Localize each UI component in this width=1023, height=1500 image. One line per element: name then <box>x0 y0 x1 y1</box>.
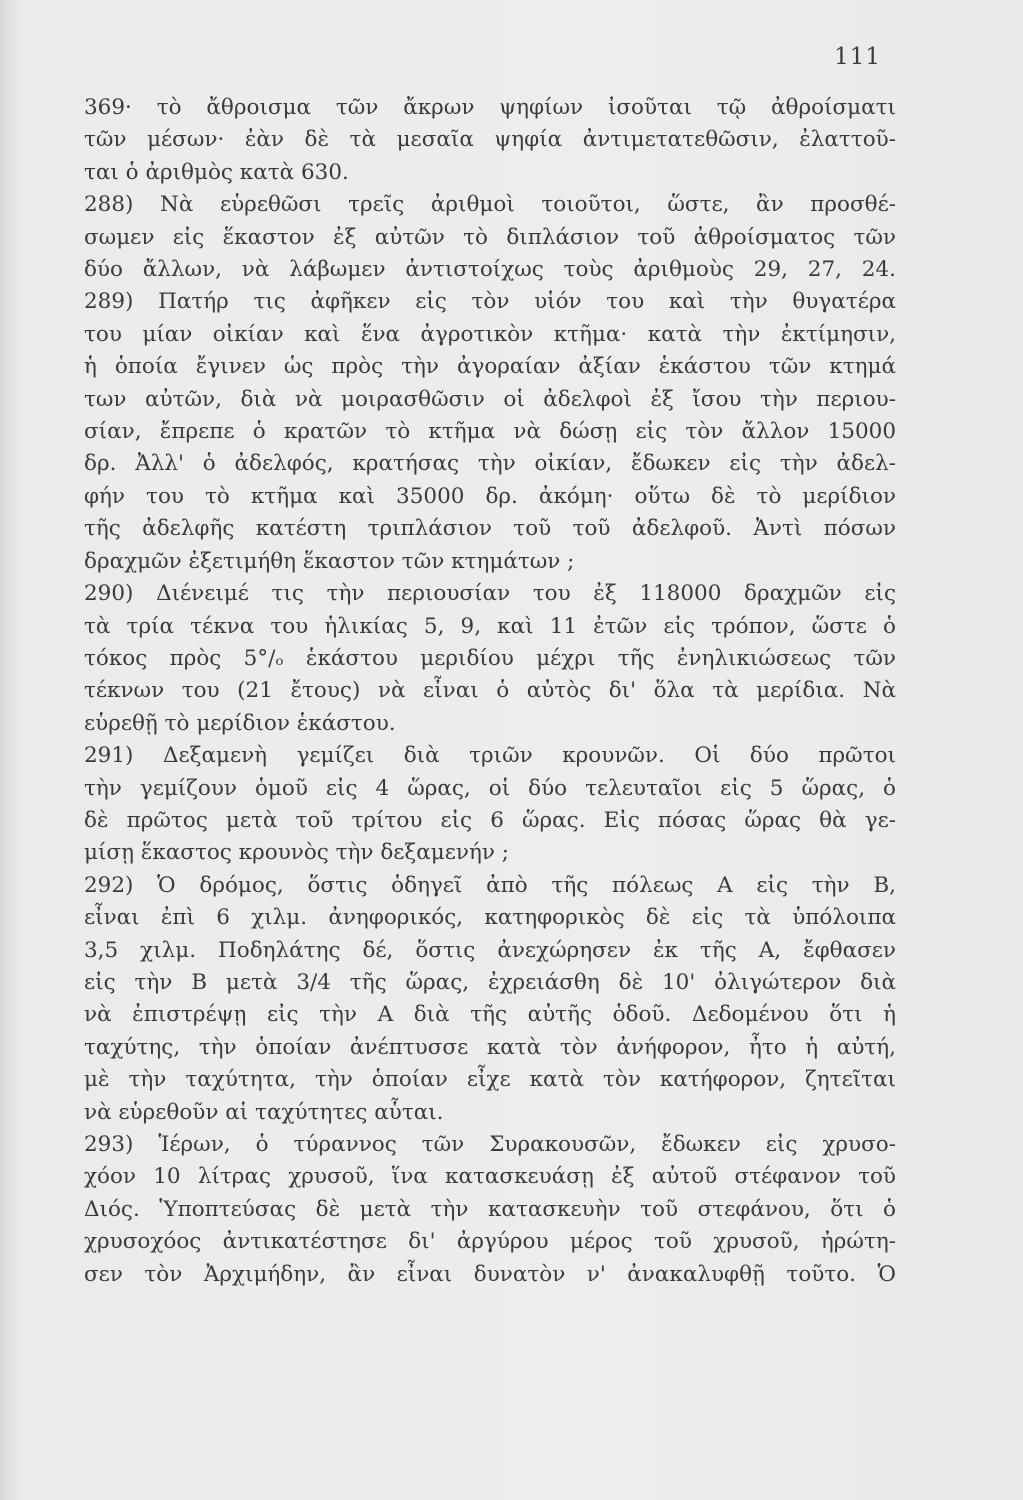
text-line: τόκος πρὸς 5°/ₒ ἑκάστου μεριδίου μέχρι τῆς ἐνηλικιώσεως τῶν <box>84 645 896 671</box>
text-line: δὲ πρῶτος μετὰ τοῦ τρίτου εἰς 6 ὥρας. Εἰς πόσας ὥρας θὰ γε- <box>84 807 896 833</box>
text-line: τῆς ἀδελφῆς κατέστη τριπλάσιον τοῦ τοῦ ἀδελφοῦ. Ἀντὶ πόσων <box>84 516 896 542</box>
text-line: 291) Δεξαμενὴ γεμίζει διὰ τριῶν κρουνῶν. Οἱ δύο πρῶτοι <box>84 743 896 769</box>
text-line: ἡ ὁποία ἔγινεν ὡς πρὸς τὴν ἀγοραίαν ἀξίαν ἑκάστου τῶν κτημά <box>84 354 896 380</box>
text-line: 288) Νὰ εὑρεθῶσι τρεῖς ἀριθμοὶ τοιοῦτοι, ὥστε, ἂν προσθέ- <box>84 192 896 218</box>
text-line: νὰ εὑρεθοῦν αἱ ταχύτητες αὗται. <box>84 1099 444 1125</box>
text-line: των αὐτῶν, διὰ νὰ μοιρασθῶσιν οἱ ἀδελφοὶ ἐξ ἴσου τὴν περιου- <box>84 386 896 412</box>
text-line: τὰ τρία τέκνα του ἡλικίας 5, 9, καὶ 11 ἐτῶν εἰς τρόπον, ὥστε ὁ <box>84 613 896 639</box>
text-line: εἰς τὴν Β μετὰ 3/4 τῆς ὥρας, ἐχρειάσθη δὲ 10' ὀλιγώτερον διὰ <box>84 969 896 995</box>
text-line: δύο ἄλλων, νὰ λάβωμεν ἀντιστοίχως τοὺς ἀριθμοὺς 29, 27, 24. <box>84 257 896 283</box>
text-line: σεν τὸν Ἀρχιμήδην, ἂν εἶναι δυνατὸν ν' ἀνακαλυφθῇ τοῦτο. Ὁ <box>84 1261 896 1287</box>
text-line: νὰ ἐπιστρέψῃ εἰς τὴν Α διὰ τῆς αὐτῆς ὁδοῦ. Δεδομένου ὅτι ἡ <box>84 1002 896 1028</box>
text-line: δραχμῶν ἐξετιμήθη ἕκαστον τῶν κτημάτων ; <box>84 548 575 574</box>
text-line: χόον 10 λίτρας χρυσοῦ, ἵνα κατασκευάσῃ ἐξ αὐτοῦ στέφανον τοῦ <box>84 1164 896 1190</box>
text-line: εὑρεθῇ τὸ μερίδιον ἑκάστου. <box>84 710 396 736</box>
text-line: τέκνων του (21 ἔτους) νὰ εἶναι ὁ αὐτὸς δι' ὅλα τὰ μερίδια. Νὰ <box>84 678 896 704</box>
text-line: τὴν γεμίζουν ὁμοῦ εἰς 4 ὥρας, οἱ δύο τελευταῖοι εἰς 5 ὥρας, ὁ <box>84 775 896 801</box>
text-line: σωμεν εἰς ἕκαστον ἐξ αὐτῶν τὸ διπλάσιον τοῦ ἀθροίσματος τῶν <box>84 224 896 250</box>
text-line: ται ὁ ἀριθμὸς κατὰ 630. <box>84 159 349 185</box>
text-line: χρυσοχόος ἀντικατέστησε δι' ἀργύρου μέρος τοῦ χρυσοῦ, ἠρώτη- <box>84 1229 896 1255</box>
text-line: 369· τὸ ἄθροισμα τῶν ἄκρων ψηφίων ἰσοῦται τῷ ἀθροίσματι <box>84 95 896 120</box>
text-line: 290) Διένειμέ τις τὴν περιουσίαν του ἐξ 118000 δραχμῶν εἰς <box>84 581 896 607</box>
text-line: 292) Ὁ δρόμος, ὅστις ὁδηγεῖ ἀπὸ τῆς πόλεως Α εἰς τὴν Β, <box>84 872 896 898</box>
text-line: μὲ τὴν ταχύτητα, τὴν ὁποίαν εἶχε κατὰ τὸν κατήφορον, ζητεῖται <box>84 1067 896 1093</box>
text-line: εἶναι ἐπὶ 6 χιλμ. ἀνηφορικός, κατηφορικὸς δὲ εἰς τὰ ὑπόλοιπα <box>84 905 896 931</box>
text-line: Διός. Ὑποπτεύσας δὲ μετὰ τὴν κατασκευὴν τοῦ στεφάνου, ὅτι ὁ <box>84 1196 896 1222</box>
text-line: δρ. Ἀλλ' ὁ ἀδελφός, κρατήσας τὴν οἰκίαν, ἔδωκεν εἰς τὴν ἀδελ- <box>84 451 896 477</box>
text-line: του μίαν οἰκίαν καὶ ἕνα ἀγροτικὸν κτῆμα· κατὰ τὴν ἐκτίμησιν, <box>84 321 896 347</box>
text-line: σίαν, ἔπρεπε ὁ κρατῶν τὸ κτῆμα νὰ δώσῃ εἰς τὸν ἄλλον 15000 <box>84 419 896 445</box>
text-line: 3,5 χιλμ. Ποδηλάτης δέ, ὅστις ἀνεχώρησεν ἐκ τῆς Α, ἔφθασεν <box>84 937 896 963</box>
text-line: ταχύτης, τὴν ὁποίαν ἀνέπτυσσε κατὰ τὸν ἀνήφορον, ἦτο ἡ αὐτή, <box>84 1034 896 1060</box>
text-line: 289) Πατήρ τις ἀφῆκεν εἰς τὸν υἱόν του καὶ τὴν θυγατέρα <box>84 289 896 315</box>
text-line: τῶν μέσων· ἐὰν δὲ τὰ μεσαῖα ψηφία ἀντιμετατεθῶσιν, ἐλαττοῦ- <box>84 127 896 153</box>
text-line: μίσῃ ἕκαστος κρουνὸς τὴν δεξαμενήν ; <box>84 840 509 866</box>
text-line: φήν του τὸ κτῆμα καὶ 35000 δρ. ἀκόμη· οὕτω δὲ τὸ μερίδιον <box>84 483 896 509</box>
page-number: 111 <box>834 44 881 70</box>
text-line: 293) Ἱέρων, ὁ τύραννος τῶν Συρακουσῶν, ἔδωκεν εἰς χρυσο- <box>84 1132 896 1157</box>
page-text <box>84 92 896 1291</box>
